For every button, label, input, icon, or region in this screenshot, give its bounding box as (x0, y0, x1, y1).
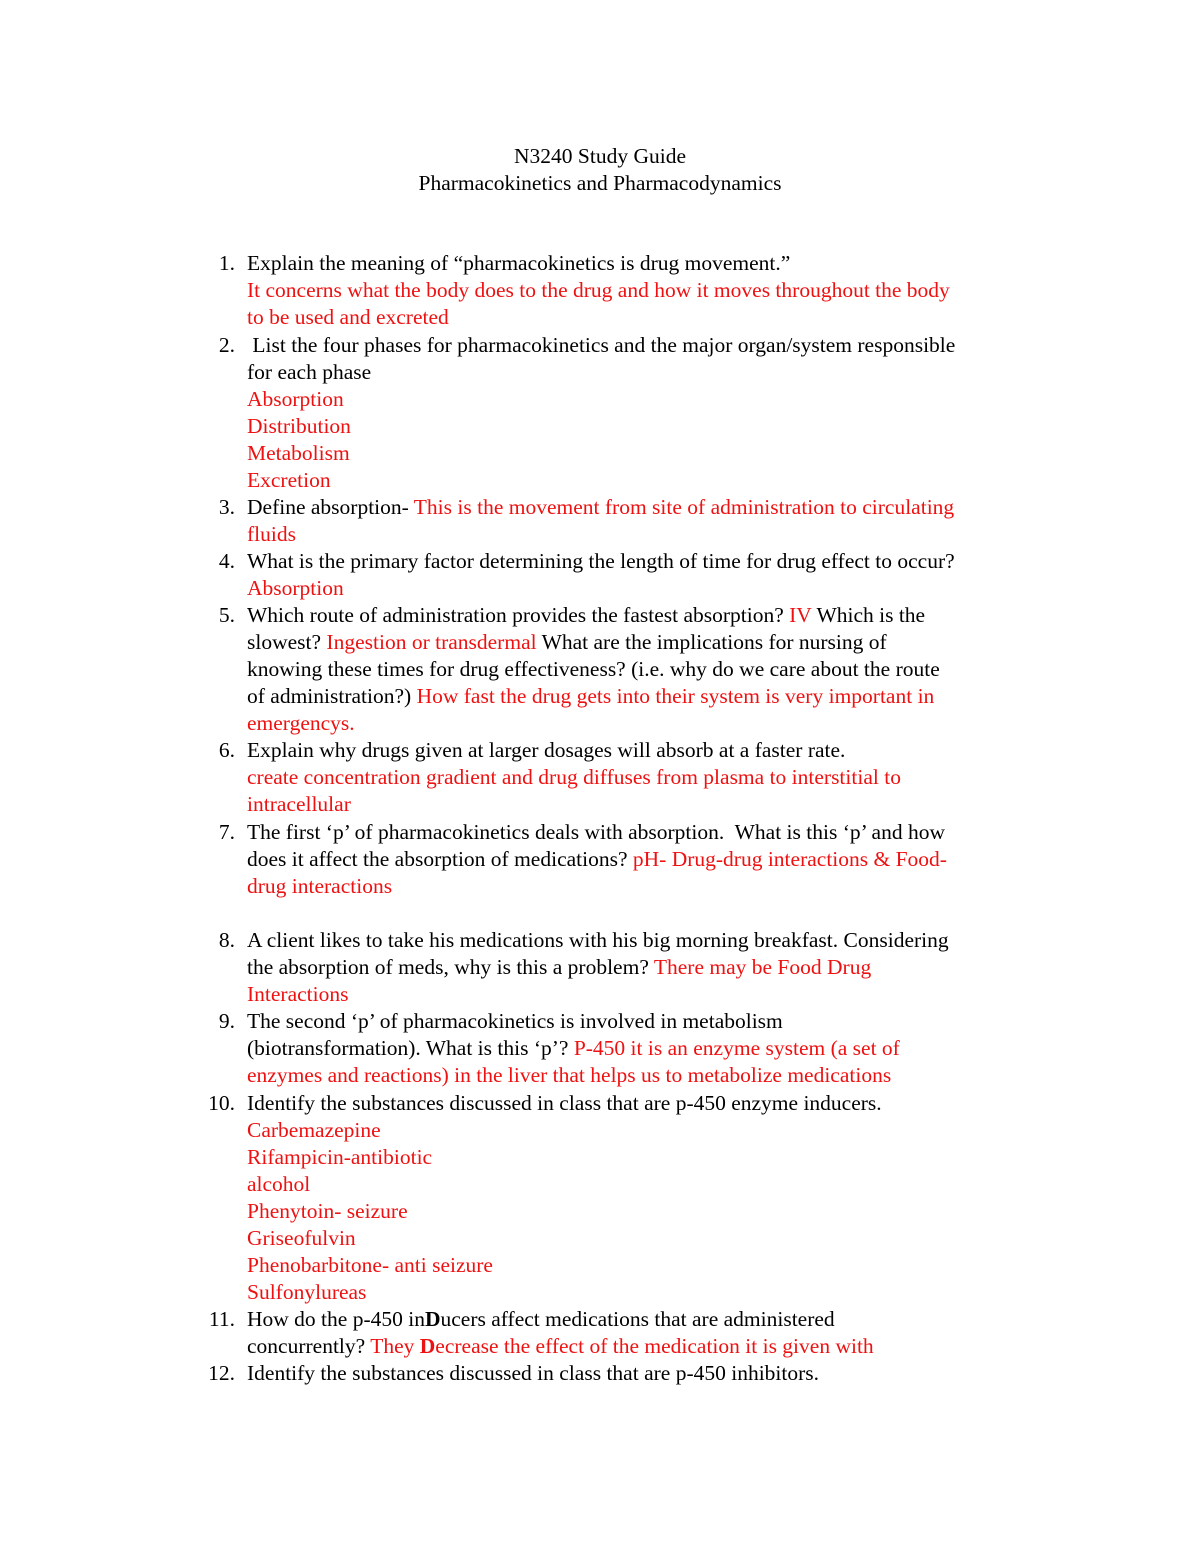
answer-text: They (370, 1334, 420, 1358)
question-number: 9. (218, 1009, 235, 1033)
question-number: 10. (208, 1091, 235, 1115)
answer-text: How fast the drug gets into their system is very important in (416, 684, 935, 708)
answer-item: alcohol (247, 1172, 311, 1196)
answer-text: Interactions (247, 982, 349, 1006)
answer-text: to be used and excreted (247, 305, 449, 329)
question-text: does it affect the absorption of medications? (247, 847, 633, 871)
question-text: knowing these times for drug effectiveness? (i.e. why do we care about the route (247, 657, 940, 681)
question-text: Define absorption- (247, 495, 414, 519)
question-number: 12. (208, 1361, 235, 1385)
answer-text: It concerns what the body does to the drug and how it moves throughout the body (247, 278, 950, 302)
answer-text: There may be Food Drug (653, 955, 872, 979)
question-text: (biotransformation). What is this ‘p’? (247, 1036, 574, 1060)
answer-text: ecrease the effect of the medication it is given with (435, 1334, 874, 1358)
answer-item: Rifampicin-antibiotic (247, 1145, 433, 1169)
answer-text: intracellular (247, 792, 351, 816)
question-number: 7. (218, 820, 235, 844)
question-number: 1. (218, 251, 235, 275)
document-title-block (0, 143, 1200, 197)
question-number: 4. (218, 549, 235, 573)
answer-item: Distribution (247, 414, 351, 438)
question-text: How do the p-450 in (247, 1307, 425, 1331)
answer-text: IV (789, 603, 812, 627)
answer-item: Excretion (247, 468, 331, 492)
answer-item: Griseofulvin (247, 1226, 356, 1250)
question-text: Which is the (811, 603, 926, 627)
question-text: of administration?) (247, 684, 417, 708)
question-number: 6. (218, 738, 235, 762)
question-text: What is the primary factor determining the length of time for drug effect to occur? (247, 549, 955, 573)
answer-item: Carbemazepine (247, 1118, 381, 1142)
answer-text: drug interactions (247, 874, 393, 898)
question-number: 3. (218, 495, 235, 519)
question-text: What are the implications for nursing of (536, 630, 887, 654)
question-text: concurrently? (247, 1334, 371, 1358)
question-text: Which route of administration provides the fastest absorption? (247, 603, 790, 627)
answer-item: Sulfonylureas (247, 1280, 367, 1304)
question-number: 8. (218, 928, 235, 952)
answer-text: enzymes and reactions) in the liver that helps us to metabolize medications (247, 1063, 892, 1087)
document-title: N3240 Study Guide (514, 144, 686, 168)
question-text-emphasis: D (424, 1307, 441, 1331)
question-text: The second ‘p’ of pharmacokinetics is involved in metabolism (247, 1009, 783, 1033)
answer-item: Phenytoin- seizure (247, 1199, 408, 1223)
question-text: ucers affect medications that are administered (440, 1307, 835, 1331)
answer-item: Absorption (247, 387, 344, 411)
answer-item: Metabolism (247, 441, 350, 465)
question-number: 2. (218, 333, 235, 357)
answer-text: emergencys. (247, 711, 355, 735)
answer-text: This is the movement from site of administration to circulating (413, 495, 955, 519)
document-subtitle: Pharmacokinetics and Pharmacodynamics (418, 171, 782, 195)
answer-text: create concentration gradient and drug diffuses from plasma to interstitial to (247, 765, 901, 789)
answer-text: P-450 it is an enzyme system (a set of (573, 1036, 900, 1060)
question-text: the absorption of meds, why is this a problem? (247, 955, 654, 979)
answer-text: Ingestion or transdermal (326, 630, 537, 654)
question-text: Identify the substances discussed in class that are p-450 inhibitors. (247, 1361, 820, 1385)
answer-text: fluids (247, 522, 296, 546)
answer-item: Phenobarbitone- anti seizure (247, 1253, 493, 1277)
answer-text: Absorption (247, 576, 344, 600)
question-text: for each phase (247, 360, 372, 384)
question-text: Explain the meaning of “pharmacokinetics is drug movement.” (247, 251, 791, 275)
question-text: slowest? (247, 630, 327, 654)
question-number: 5. (218, 603, 235, 627)
answer-text-emphasis: D (419, 1334, 436, 1358)
question-text: The first ‘p’ of pharmacokinetics deals with absorption. What is this ‘p’ and how (247, 820, 945, 844)
question-text: Explain why drugs given at larger dosages will absorb at a faster rate. (247, 738, 846, 762)
question-text: A client likes to take his medications with his big morning breakfast. Considering (247, 928, 949, 952)
answer-text: pH- Drug-drug interactions & Food- (632, 847, 947, 871)
question-text: Identify the substances discussed in class that are p-450 enzyme inducers. (247, 1091, 882, 1115)
question-number: 11. (208, 1307, 235, 1331)
question-text: List the four phases for pharmacokinetics and the major organ/system responsible (247, 333, 956, 357)
